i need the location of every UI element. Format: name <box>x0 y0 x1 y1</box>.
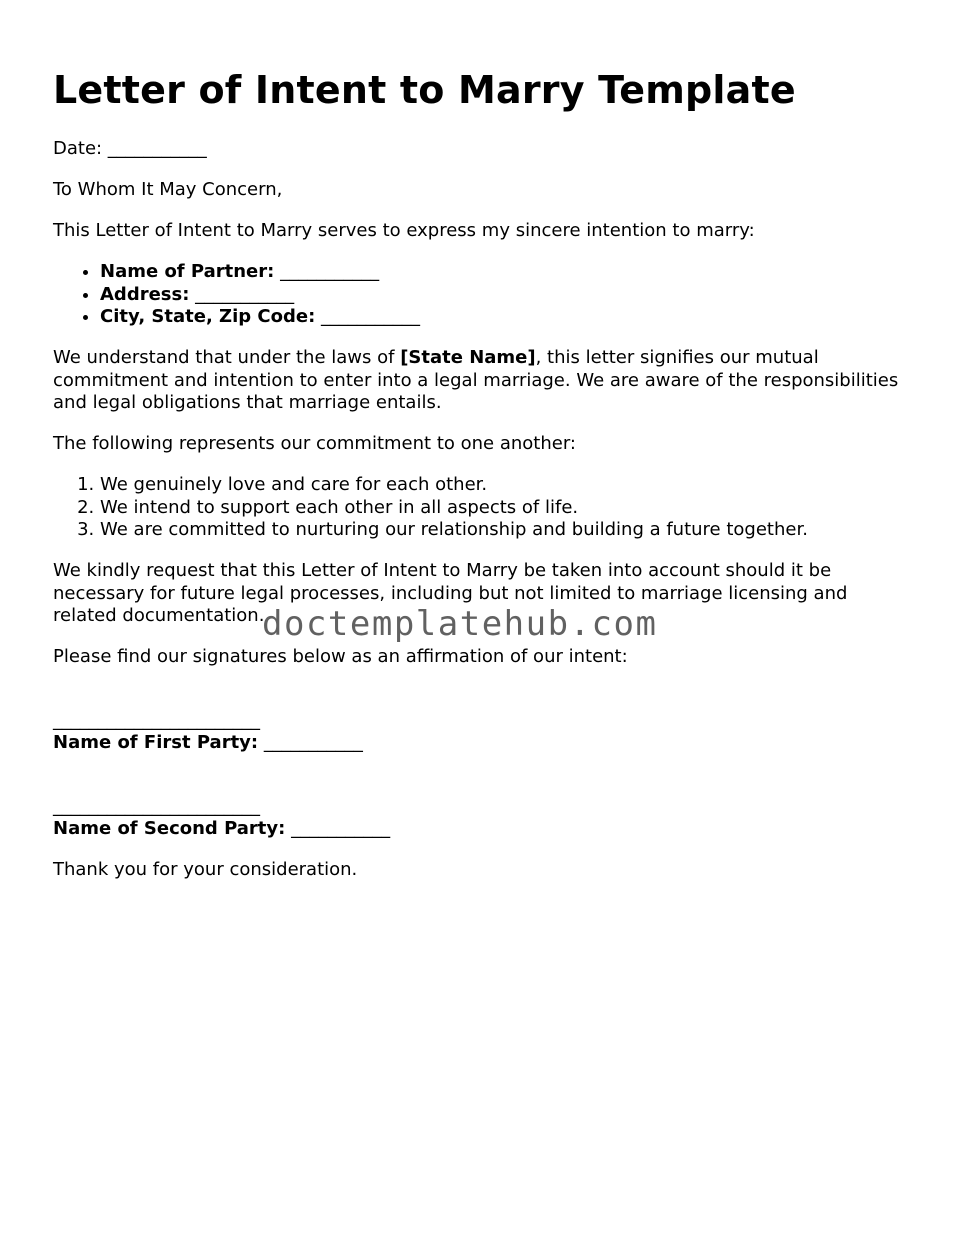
watermark: doctemplatehub.com <box>262 604 658 644</box>
signature-intro: Please find our signatures below as an affirmation of our intent: <box>53 646 628 667</box>
intro-paragraph: This Letter of Intent to Marry serves to express my sincere intention to marry: <box>53 220 755 241</box>
first-party-signature <box>53 687 903 755</box>
first-party-blank: ___________ <box>258 732 363 753</box>
list-item <box>100 284 903 307</box>
partner-name-label: Name of Partner: <box>100 261 275 282</box>
second-party-signature <box>53 773 903 841</box>
commitment-intro: The following represents our commitment to one another: <box>53 433 576 454</box>
document-title: Letter of Intent to Marry Template <box>53 68 796 112</box>
city-state-zip-blank: ___________ <box>315 306 421 327</box>
second-party-name-line <box>53 818 903 841</box>
partner-name-blank: ___________ <box>274 261 380 282</box>
partner-details-list <box>53 261 903 329</box>
date-line: Date: ___________ <box>53 138 207 159</box>
first-party-name-line <box>53 732 903 755</box>
list-item: 1. We genuinely love and care for each other. <box>100 474 903 497</box>
salutation: To Whom It May Concern, <box>53 179 283 200</box>
second-party-blank: ___________ <box>285 818 391 839</box>
city-state-zip-label: City, State, Zip Code: <box>100 306 316 327</box>
laws-text-before: We understand that under the laws of <box>53 347 401 368</box>
list-item: 2. We intend to support each other in all aspects of life. <box>100 497 903 520</box>
address-blank: ___________ <box>189 283 295 305</box>
laws-text-after: , this letter signifies our mutual commitment and intention to enter into a legal marriage. We are aware of the responsibilities and legal obligations that marriage entails. <box>53 347 899 413</box>
signature-line: _______________________ <box>53 709 260 731</box>
closing: Thank you for your consideration. <box>53 859 358 880</box>
signature-line: _______________________ <box>53 795 260 817</box>
laws-paragraph <box>53 347 903 415</box>
request-paragraph: We kindly request that this Letter of Intent to Marry be taken into account should it be necessary for future legal processes, including but not limited to marriage licensing and related documentation. <box>53 560 848 626</box>
commitments-list <box>53 474 903 542</box>
list-item <box>100 261 903 284</box>
address-label: Address: <box>100 283 190 305</box>
first-party-label: Name of First Party: <box>53 732 259 753</box>
state-name-placeholder: [State Name] <box>400 347 536 368</box>
second-party-label: Name of Second Party: <box>53 818 286 839</box>
list-item: 3. We are committed to nurturing our relationship and building a future together. <box>100 519 903 542</box>
document-page <box>53 62 903 900</box>
list-item <box>100 306 903 329</box>
